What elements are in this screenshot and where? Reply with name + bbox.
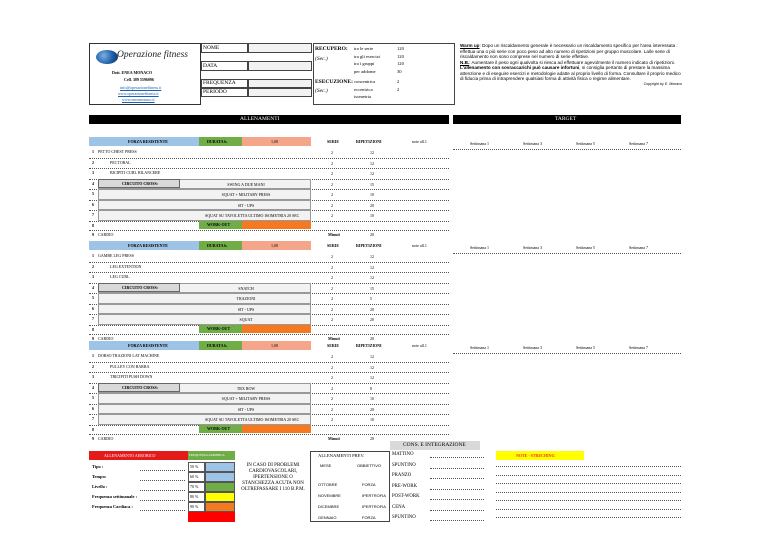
exercise-name: TRICIPITI PUSH DOWN [110,374,153,379]
alim-title: ALLENAMENTI PREV. [318,453,365,458]
forza-header: FORZA RESISTENTE [128,243,168,248]
serie-header: SERIE [327,343,340,348]
meal-label: CENA [392,504,406,510]
row-divider [89,262,449,263]
forza-header: FORZA RESISTENTE [128,343,168,348]
freq-red-cell [188,512,235,522]
meal-field[interactable] [430,520,484,521]
meal-label: MATTINO [392,452,414,457]
row-number: 8 [92,326,94,332]
data-field[interactable] [248,61,312,71]
logo-site-link-2[interactable]: www.eneamonaco.it [122,97,155,102]
row-number: 2 [92,263,94,269]
ripetizioni-header: RIPETIZIONI [356,343,382,348]
durata-value: 1,00 [271,343,278,348]
circuit-label: CIRCUITO CROSS: [122,284,159,290]
week-header: Settimana 5 [576,141,595,146]
recupero-sec: (Sec.) [315,56,328,62]
row-number: 4 [92,180,94,186]
ripetizioni-value[interactable]: 20 [370,317,374,322]
ripetizioni-value[interactable]: 15 [370,285,374,291]
workout-value-cell[interactable] [242,325,311,333]
recupero-box [313,43,455,105]
serie-value[interactable]: 2 [331,285,333,291]
ripetizioni-value[interactable]: 12 [370,171,374,176]
ripetizioni-value[interactable]: 12 [370,375,374,380]
ripetizioni-value[interactable]: 20 [370,202,374,208]
row-divider [89,362,449,363]
minuti-label: Minuti [328,335,340,341]
week-header: Settimana 3 [523,141,542,146]
row-number: 4 [92,284,94,290]
note-line[interactable] [496,475,681,476]
ripetizioni-value[interactable]: 12 [370,150,374,155]
note-header: note all.1 [412,243,427,248]
aerobico-label: Tempo: [92,474,107,479]
row-number: 1 [92,149,94,154]
serie-value[interactable]: 2 [331,213,333,218]
meal-label: PRANZO [392,473,412,478]
week-header: Settimana 3 [523,345,542,350]
row-number: 9 [92,335,94,341]
freq-color-cell [205,472,235,482]
serie-value[interactable]: 2 [331,306,333,312]
aerobico-field[interactable] [140,510,185,511]
esecuzione-item-value[interactable]: 2 [397,79,400,84]
ripetizioni-value[interactable]: 15 [370,181,374,187]
freq-color-cell [205,462,235,472]
recupero-item-value[interactable]: 120 [397,46,404,51]
note-line[interactable] [496,517,681,518]
esecuzione-label: ESECUZIONE: [315,79,353,85]
nb-text: : Aumentare il peso ogni qualvolta si riesca ad effettuare agevolmente il numero indicato di ripetizioni. [469,59,675,65]
exercise-name: PETTO CHEST PRESS [98,149,137,154]
warmup-text: : Dopo un riscaldamento generale è necessario un riscaldamento specifico per l'area interessata : effettua una o più serie con poco peso ad alto numero di ripetizioni per gruppo muscolare. La/le serie di riscaldamento non sono comprese nel numero di serie effettive. [460,43,678,59]
ripetizioni-value[interactable]: 12 [370,160,374,166]
durata-header: DURATA h. [207,343,228,348]
alim-mese-header: MESE [320,463,332,468]
ripetizioni-value[interactable]: 10 [370,417,374,422]
row-divider [89,372,449,373]
exercise-name: BICIPITI CURL BILANCERE [110,170,161,175]
meal-label: SPUNTINO [392,462,416,468]
circuit-label: CIRCUITO CROSS: [122,180,159,186]
ripetizioni-value[interactable]: 20 [370,406,374,412]
serie-value[interactable]: 2 [331,264,333,270]
row-divider [89,230,449,231]
aerobico-field[interactable] [140,490,185,491]
logo-emblem-icon [96,50,118,64]
row-divider [89,158,449,159]
meal-field[interactable] [430,457,484,458]
aerobico-field[interactable] [140,500,185,501]
week-header: Settimana 1 [470,345,489,350]
freq-percent: 90 % [190,504,199,509]
row-number: 9 [92,435,94,441]
week-divider [453,149,681,150]
freq-percent: 80 % [190,494,199,499]
exercise-name: SQUAT SU TAVOLETTA ULTIMO ISOMETRIA 20 SEC [205,417,300,422]
cardio-label: CARDIO [98,231,114,237]
frequenza-field[interactable] [248,79,312,88]
row-divider [89,434,449,435]
row-number: 2 [92,363,94,369]
serie-value[interactable]: 2 [331,396,333,401]
freq-color-cell [205,502,235,512]
serie-value[interactable]: 2 [331,275,333,280]
serie-value[interactable]: 2 [331,181,333,187]
alim-mese: GENNAIO [318,515,337,520]
aerobico-label: Frequenza settimanale : [92,494,138,499]
serie-value[interactable]: 2 [331,406,333,412]
serie-value[interactable]: 2 [331,385,333,391]
logo-email-link[interactable]: info@operazionefitness.it [120,85,162,90]
row-number: 3 [92,170,94,175]
freq-percent: 70 % [190,484,199,489]
durata-value: 1,00 [271,243,278,248]
warmup-title: Warm up [460,43,480,48]
serie-value[interactable]: 2 [331,317,333,322]
row-number: 6 [92,305,94,311]
ripetizioni-value[interactable]: 10 [370,192,374,197]
note-stretching-title: NOTE - STRECHING [516,453,555,458]
week-divider [453,253,681,254]
data-label: DATA [203,63,218,69]
alim-obiettivo-header: OBBIETTIVO [357,463,382,468]
row-number: 6 [92,201,94,207]
ripetizioni-value[interactable]: 12 [370,364,374,370]
exercise-name: SNATCH [238,285,254,291]
periodo-field[interactable] [248,88,312,97]
serie-header: SERIE [327,243,340,248]
esecuzione-item-label: concentrica [354,79,376,84]
frequenza-label: FREQUENZA [203,80,236,86]
serie-value[interactable]: 2 [331,160,333,166]
alim-obiettivo: FORZA [362,482,376,487]
exercise-name: SQUAT + MILITARY PRESS [221,192,271,197]
exercise-name: SQUAT + MILITARY PRESS [221,396,271,401]
week-header: Settimana 7 [629,245,648,250]
copyright: Copyright by E. Monaco [643,81,682,86]
ripetizioni-value[interactable]: 10 [370,396,374,401]
row-number: 3 [92,374,94,379]
meal-field[interactable] [430,478,484,479]
serie-value[interactable]: 2 [331,354,333,359]
week-header: Settimana 1 [470,245,489,250]
row-number: 1 [92,253,94,258]
week-header: Settimana 3 [523,245,542,250]
exercise-name: SQUAT SU TAVOLETTA ULTIMO ISOMETRIA 20 SEC [205,213,300,218]
row-number: 8 [92,222,94,228]
week-header: Settimana 1 [470,141,489,146]
meal-label: SPUNTINO [392,515,416,520]
freq-color-cell [205,482,235,492]
exercise-name: SIT - UPS [237,406,255,412]
freq-color-cell [205,492,235,502]
freq-aerobica-title: FREQUENZA AEROBICA [189,453,225,457]
serie-value[interactable]: 2 [331,171,333,176]
aerobico-label: Tipo : [92,464,104,469]
warn-text: , si consiglia pertanto di prestare la massima attenzione e di eseguire esercizi e metodologie adatte al proprio livello di forma. Consultare il proprio medico di fiducia prima di intraprendere qualsiasi forma di attività fisica o regime alimentare. [460,65,681,81]
row-number: 5 [92,191,94,196]
logo-box [89,43,201,105]
recupero-item-value[interactable]: 120 [397,53,404,59]
exercise-name: GAMBE LEG PRESS [98,253,135,258]
row-number: 1 [92,353,94,358]
logo-site-link-1[interactable]: www.operazionefitness.it [118,91,159,96]
recupero-item-label: tra gli esercizi [354,53,381,59]
exercise-name: PULLEY CON BARRA [110,363,150,369]
serie-value[interactable]: 2 [331,364,333,370]
nb-title: N.B. [460,59,470,65]
week-header: Settimana 7 [629,345,648,350]
workout-label: WORK-OUT [207,425,231,431]
exercise-name: SIT - UPS [237,202,255,208]
freq-percent: 60 % [190,474,199,479]
week-header: Settimana 7 [629,141,648,146]
allenamenti-title: ALLENAMENTI [240,116,280,122]
ripetizioni-header: RIPETIZIONI [356,139,382,144]
exercise-name: SQUAT [239,317,253,322]
row-number: 5 [92,295,94,300]
alim-mese: DICEMBRE [318,504,340,509]
note-header: note all.1 [412,139,427,144]
ripetizioni-header: RIPETIZIONI [356,243,382,248]
ripetizioni-value[interactable]: 20 [370,306,374,312]
durata-header: DURATA h. [207,243,228,248]
cardio-minutes[interactable]: 20 [370,435,374,441]
ripetizioni-value[interactable]: 12 [370,354,374,359]
week-divider [453,353,681,354]
aerobico-label: Livello : [92,484,108,489]
nome-field[interactable] [248,43,312,53]
durata-header: DURATA h. [207,139,228,144]
exercise-name: TRX ROW [236,385,256,391]
alim-obiettivo: IPERTROFIA [362,504,386,509]
cardio-minutes[interactable]: 20 [370,335,374,341]
row-number: 5 [92,395,94,400]
esecuzione-sec: (Sec.) [315,88,328,94]
row-number: 7 [92,416,94,421]
notes-panel [460,43,682,86]
note-line[interactable] [496,500,681,501]
workout-label: WORK-OUT [207,221,231,227]
serie-value[interactable]: 2 [331,417,333,422]
serie-value[interactable]: 2 [331,150,333,155]
forza-header: FORZA RESISTENTE [128,139,168,144]
exercise-name: PECTORAL [110,159,131,165]
alim-mese: OTTOBRE [318,482,338,487]
row-number: 9 [92,231,94,237]
serie-value[interactable]: 2 [331,202,333,208]
workout-value-cell[interactable] [242,425,311,433]
note-header: note all.1 [412,343,427,348]
week-header: Settimana 5 [576,245,595,250]
week-header: Settimana 5 [576,345,595,350]
recupero-item-value[interactable]: 30 [397,68,402,74]
ripetizioni-value[interactable]: 5 [370,296,372,301]
logo-brand: Operazione fitness [117,50,188,60]
periodo-label: PERIODO [203,89,227,95]
logo-cell: Cell. 389 5596096 [124,77,154,82]
warn-title: L'allenamento con sovraccarichi può causare infortuni [460,65,580,70]
recupero-item-label: tra le serie [354,46,374,51]
note-line[interactable] [496,509,681,510]
workout-value-cell[interactable] [242,221,311,229]
durata-value: 1,00 [271,139,278,144]
note-line[interactable] [496,466,681,467]
freq-percent: 50 % [190,464,199,469]
alim-obiettivo: FORZA [362,515,376,520]
target-title: TARGET [555,116,577,122]
ripetizioni-value[interactable]: 12 [370,254,374,259]
recupero-label: RECUPERO: [315,46,348,52]
aerobico-label: Frequenza Cardiaca : [92,504,133,509]
recupero-item-label: tra i gruppi [354,61,375,66]
meal-field[interactable] [430,499,484,500]
serie-value[interactable]: 2 [331,192,333,197]
row-divider [89,272,449,273]
cardio-label: CARDIO [98,335,114,341]
aerobico-field[interactable] [140,480,185,481]
integr-title: CONS. E INTEGRAZIONE [403,442,466,448]
aerobico-title: ALLENAMENTO AEROBICO [104,453,156,458]
row-number: 7 [92,316,94,321]
meal-field[interactable] [430,489,484,490]
meal-field[interactable] [430,510,484,511]
ripetizioni-value[interactable]: 8 [370,385,372,391]
note-line[interactable] [496,492,681,493]
row-divider [89,168,449,169]
alim-obiettivo: IPERTROFIA [362,493,386,498]
row-number: 7 [92,212,94,217]
meal-field[interactable] [430,468,484,469]
exercise-name: DORSO TRAZIONI LAT MACHINE [98,353,160,358]
esecuzione-item-label: isometria [354,94,372,99]
esecuzione-item-value[interactable]: 2 [397,86,400,92]
exercise-name: SWING A DUE MANI [227,181,265,187]
workout-label: WORK-OUT [207,325,231,331]
minuti-label: Minuti [328,231,340,237]
exercise-name: LEG EXTENTION [110,263,142,269]
exercise-name: LEG CURL [110,274,130,279]
aerobico-field[interactable] [140,470,185,471]
ripetizioni-value[interactable]: 10 [370,213,374,218]
meal-label: POST-WORK [392,494,420,499]
row-number: 4 [92,384,94,390]
esecuzione-item-label: eccentrica [354,86,373,92]
ripetizioni-value[interactable]: 12 [370,275,374,280]
row-number: 3 [92,274,94,279]
note-line[interactable] [496,483,681,484]
serie-value[interactable]: 2 [331,296,333,301]
nome-label: NOME [203,45,220,51]
logo-doctor: Dott. ENEA MONACO [112,70,153,75]
serie-header: SERIE [327,139,340,144]
recupero-item-label: per addome [354,68,376,74]
serie-value[interactable]: 2 [331,254,333,259]
exercise-name: SIT - UPS [237,306,255,312]
meal-label: PRE-WORK [392,483,418,489]
row-number: 2 [92,159,94,165]
row-number: 6 [92,405,94,411]
row-number: 8 [92,426,94,432]
row-divider [89,334,449,335]
ripetizioni-value[interactable]: 12 [370,264,374,270]
exercise-name: TRAZIONI [236,296,256,301]
alim-mese: NOVEMBRE [318,493,341,498]
cardio-minutes[interactable]: 20 [370,231,374,237]
aerobico-warning: IN CASO DI PROBLEMI CARDIOVASCOLARI, IPERTENSIONE O STANCHEZZA ACUTA NON OLTREPASSARE I 110 B.P.M. [241,463,305,492]
serie-value[interactable]: 2 [331,375,333,380]
circuit-label: CIRCUITO CROSS: [122,384,159,390]
recupero-item-value[interactable]: 120 [397,61,404,66]
cardio-label: CARDIO [98,435,114,441]
minuti-label: Minuti [328,435,340,441]
